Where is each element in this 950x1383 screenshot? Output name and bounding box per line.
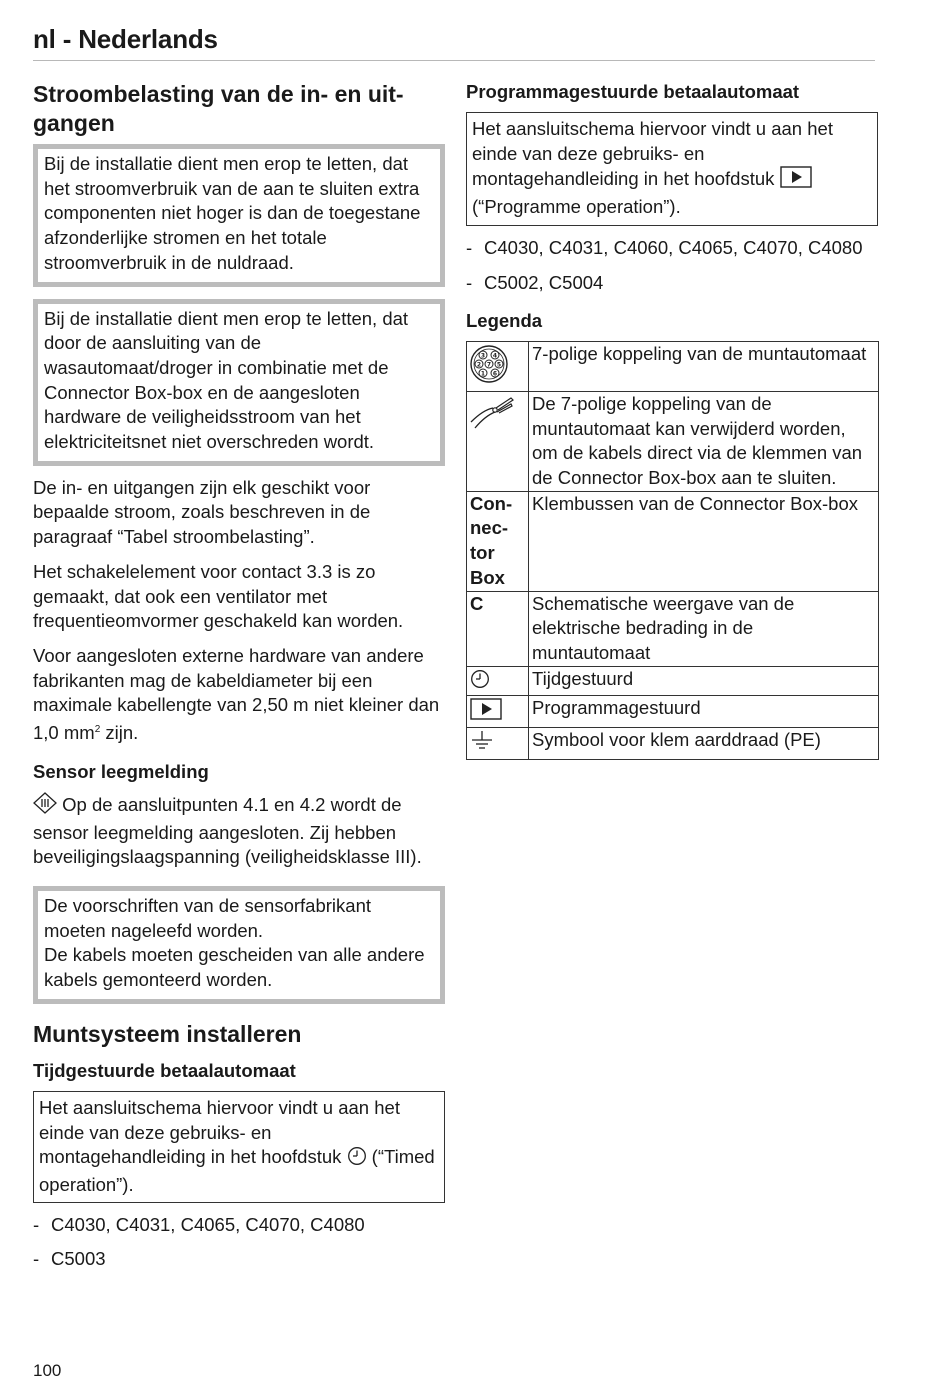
legend-description: Schematische weergave van de elektrische bedrading in de muntautomaat bbox=[529, 591, 879, 666]
clock-icon bbox=[347, 1146, 367, 1173]
right-column bbox=[466, 80, 878, 760]
legend-symbol-cell bbox=[467, 342, 529, 392]
prog-box-text-a: Het aansluitschema hiervoor vindt u aan het einde van deze gebruiks- en montagehandleiding in het hoofdstuk bbox=[472, 118, 833, 190]
safety-class-iii-icon bbox=[33, 792, 57, 821]
svg-text:7: 7 bbox=[486, 361, 492, 369]
legend-symbol-cell bbox=[467, 666, 529, 696]
paragraph-sensor bbox=[33, 792, 445, 870]
legend-description: De 7-polige koppeling van de muntautomaat kan verwijderd worden, om de kabels direct via de klemmen van de Connector Box-box aan te sluiten. bbox=[529, 391, 879, 491]
left-column bbox=[33, 80, 445, 1282]
legend-table bbox=[466, 341, 879, 760]
page-number: 100 bbox=[33, 1361, 62, 1380]
notice-box-sensor bbox=[33, 886, 445, 1004]
section-title-coin-system: Muntsysteem installeren bbox=[33, 1020, 302, 1047]
subheading-legend: Legenda bbox=[466, 310, 543, 332]
table-row bbox=[467, 342, 879, 392]
programme-model-list bbox=[466, 236, 878, 295]
sensor-notice-line-2: De kabels moeten gescheiden van alle andere kabels gemonteerd worden. bbox=[44, 944, 425, 991]
paragraph-cable-diameter bbox=[33, 644, 445, 746]
legend-description: Programmagestuurd bbox=[529, 696, 879, 728]
list-item: - C4030, C4031, C4065, C4070, C4080 bbox=[33, 1213, 445, 1238]
legend-description: Symbool voor klem aarddraad (PE) bbox=[529, 728, 879, 760]
paragraph-io-current: De in- en uitgangen zijn elk geschikt voor bepaalde stroom, zoals beschreven in de paragraaf “Tabel stroombelasting”. bbox=[33, 476, 371, 548]
legend-description: 7-polige koppeling van de muntautomaat bbox=[529, 342, 879, 392]
list-item: - C5003 bbox=[33, 1247, 445, 1272]
page-header bbox=[33, 22, 875, 61]
legend-symbol-cell bbox=[467, 728, 529, 760]
legend-symbol-cell bbox=[467, 391, 529, 491]
subheading-programme-coin: Programmagestuurde betaalautomaat bbox=[466, 81, 800, 102]
subheading-sensor: Sensor leegmelding bbox=[33, 760, 209, 782]
cable-text-a: Voor aangesloten externe hardware van andere fabrikanten mag de kabeldiameter bij een maximale kabellengte van 2,50 m niet kleiner dan 1,0 mm bbox=[33, 644, 440, 744]
play-icon bbox=[470, 703, 502, 724]
table-row bbox=[467, 696, 879, 728]
prog-box-text-b: (“Programme operation”). bbox=[472, 196, 681, 218]
connector-icon bbox=[469, 352, 509, 388]
svg-text:1: 1 bbox=[480, 370, 486, 378]
svg-text:6: 6 bbox=[492, 370, 498, 378]
svg-text:5: 5 bbox=[496, 361, 502, 369]
legend-description: Tijdgestuurd bbox=[529, 666, 879, 696]
svg-text:2: 2 bbox=[476, 361, 482, 369]
pliers-icon bbox=[469, 413, 515, 434]
legend-symbol-text: C bbox=[467, 591, 529, 666]
list-item: - C5002, C5004 bbox=[466, 271, 878, 296]
svg-text:4: 4 bbox=[492, 352, 498, 360]
timed-box-text-b: (“Timed operation”). bbox=[39, 1146, 435, 1195]
timed-box-text-a: Het aansluitschema hiervoor vindt u aan het einde van deze gebruiks- en montagehandleiding in het hoofdstuk bbox=[39, 1096, 400, 1168]
sensor-text: Op de aansluitpunten 4.1 en 4.2 wordt de sensor leegmelding aangesloten. Zij hebben beveiligingslaagspanning (veiligheidsklasse III). bbox=[33, 793, 422, 868]
table-row bbox=[467, 728, 879, 760]
timed-model-list bbox=[33, 1213, 445, 1272]
table-row bbox=[467, 666, 879, 696]
cable-text-sup: 2 bbox=[94, 724, 101, 736]
sensor-notice-line-1: De voorschriften van de sensorfabrikant moeten nageleefd worden. bbox=[44, 895, 372, 941]
table-row bbox=[467, 391, 879, 491]
section-title-current-load: Stroombelasting van de in- en uit-gangen bbox=[33, 81, 404, 136]
svg-text:3: 3 bbox=[480, 352, 486, 360]
play-icon bbox=[780, 166, 812, 195]
notice-box-current-consumption: Bij de installatie dient men erop te letten, dat het stroomverbruik van de aan te sluiten extra componenten niet hoger is dan de toegestane afzonderlijke stromen en het totale stroomverbruik in de nuldraad. bbox=[33, 144, 445, 287]
table-row bbox=[467, 591, 879, 666]
table-row bbox=[467, 491, 879, 591]
notice-box-safety-current: Bij de installatie dient men erop te letten, dat door de aansluiting van de wasautomaat/droger in combinatie met de Connector Box-box en de aangesloten hardware de veiligheidsstroom van het elektriciteitsnet niet overschreden wordt. bbox=[33, 299, 445, 466]
page-language-title: nl - Nederlands bbox=[33, 24, 218, 54]
legend-description: Klembussen van de Connector Box-box bbox=[529, 491, 879, 591]
list-item: - C4030, C4031, C4060, C4065, C4070, C4080 bbox=[466, 236, 878, 261]
legend-symbol-text: Con- nec- tor Box bbox=[467, 491, 529, 591]
subheading-timed-coin: Tijdgestuurde betaalautomaat bbox=[33, 1059, 296, 1081]
cable-text-b: zijn. bbox=[100, 722, 139, 744]
box-programme-schema bbox=[466, 112, 878, 226]
clock-icon bbox=[470, 672, 490, 693]
legend-symbol-cell bbox=[467, 696, 529, 728]
ground-icon bbox=[470, 735, 494, 756]
paragraph-switch-element: Het schakelelement voor contact 3.3 is zo gemaakt, dat ook een ventilator met frequentieomvormer geschakeld kan worden. bbox=[33, 560, 404, 632]
box-timed-schema bbox=[33, 1091, 445, 1203]
